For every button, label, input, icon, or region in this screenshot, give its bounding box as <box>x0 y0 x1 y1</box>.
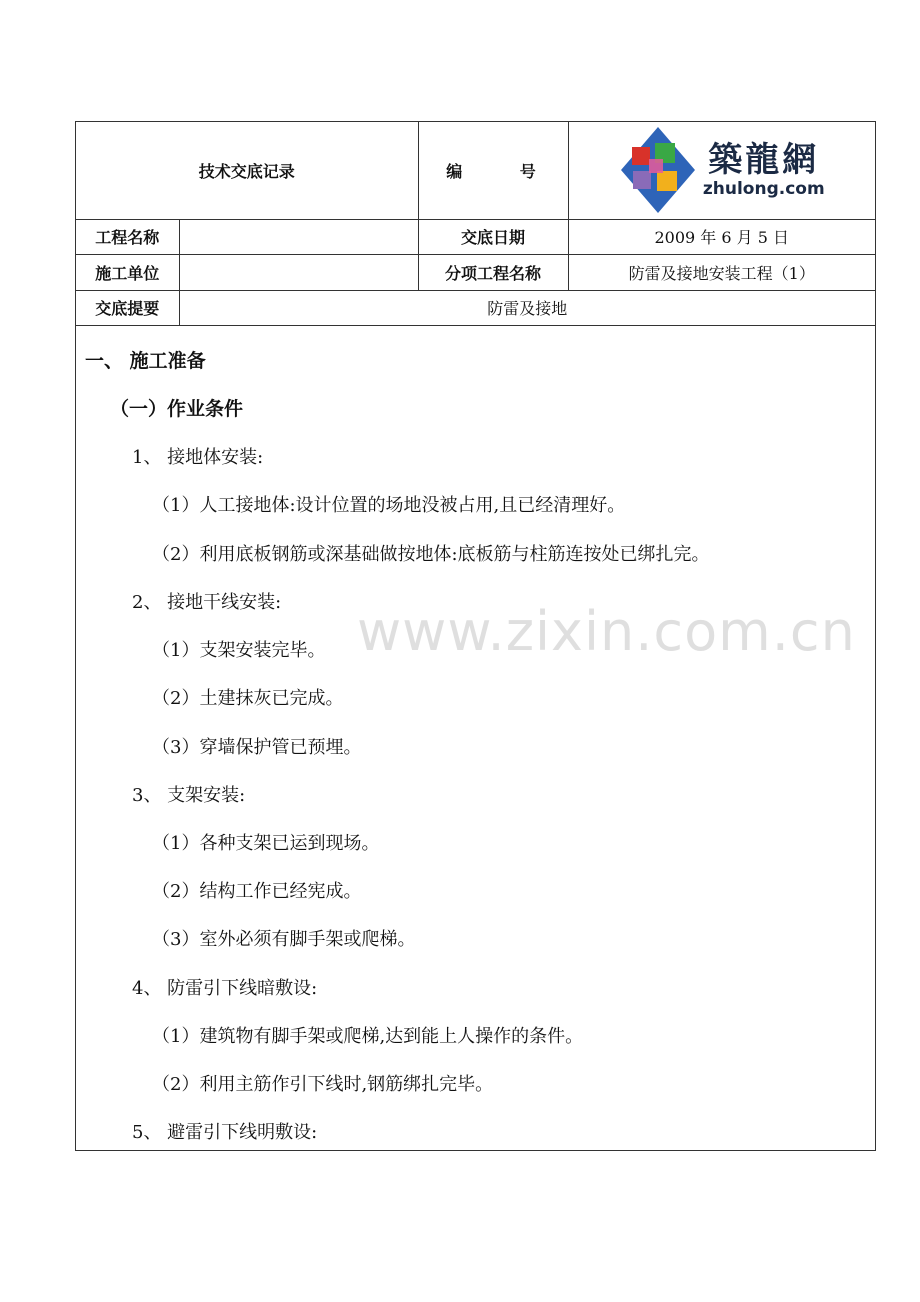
logo-english-text: zhulong.com <box>702 179 825 200</box>
zhulong-logo-icon <box>619 125 697 215</box>
logo-cell <box>568 122 875 219</box>
subproject-label: 分项工程名称 <box>418 254 568 290</box>
date-label: 交底日期 <box>418 219 568 254</box>
section-heading: 一、 施工准备 <box>85 350 206 372</box>
list-item: 4、 防雷引下线暗敷设: <box>132 978 318 999</box>
list-item: 3、 支架安装: <box>132 785 246 806</box>
header-table <box>76 122 875 326</box>
logo-chinese-text: 築龍網 <box>708 140 820 181</box>
list-item: （2）结构工作已经宪成。 <box>152 881 362 902</box>
project-name-value <box>179 219 418 254</box>
list-item: （1）支架安装完毕。 <box>152 640 326 661</box>
list-item: 1、 接地体安装: <box>132 447 264 468</box>
list-item: （2）利用主筋作引下线时,钢筋绑扎完毕。 <box>152 1074 494 1095</box>
list-item: （1）各种支架已运到现场。 <box>152 833 380 854</box>
form-title: 技术交底记录 <box>76 122 418 219</box>
subproject-value: 防雷及接地安装工程（1） <box>568 254 875 290</box>
list-item: （1）建筑物有脚手架或爬梯,达到能上人操作的条件。 <box>152 1026 584 1047</box>
project-name-label: 工程名称 <box>76 219 179 254</box>
list-item: （3）穿墙保护管已预埋。 <box>152 737 362 758</box>
list-item: 2、 接地干线安装: <box>132 592 282 613</box>
list-item: （1）人工接地体:设计位置的场地没被占用,且已经清理好。 <box>152 495 626 516</box>
zhulong-logo <box>569 125 876 215</box>
unit-value <box>179 254 418 290</box>
watermark: www.zixin.com.cn <box>357 600 856 663</box>
subsection-heading: （一）作业条件 <box>110 398 244 420</box>
summary-label: 交底提要 <box>76 290 179 325</box>
list-item: 5、 避雷引下线明敷设: <box>132 1122 318 1143</box>
summary-value: 防雷及接地 <box>179 290 875 325</box>
unit-label: 施工单位 <box>76 254 179 290</box>
date-value: 2009 年 6 月 5 日 <box>568 219 875 254</box>
list-item: （2）利用底板钢筋或深基础做按地体:底板筋与柱筋连按处已绑扎完。 <box>152 544 710 565</box>
list-item: （2）土建抹灰已完成。 <box>152 688 344 709</box>
list-item: （3）室外必须有脚手架或爬梯。 <box>152 929 416 950</box>
number-label: 编 号 <box>418 122 568 219</box>
